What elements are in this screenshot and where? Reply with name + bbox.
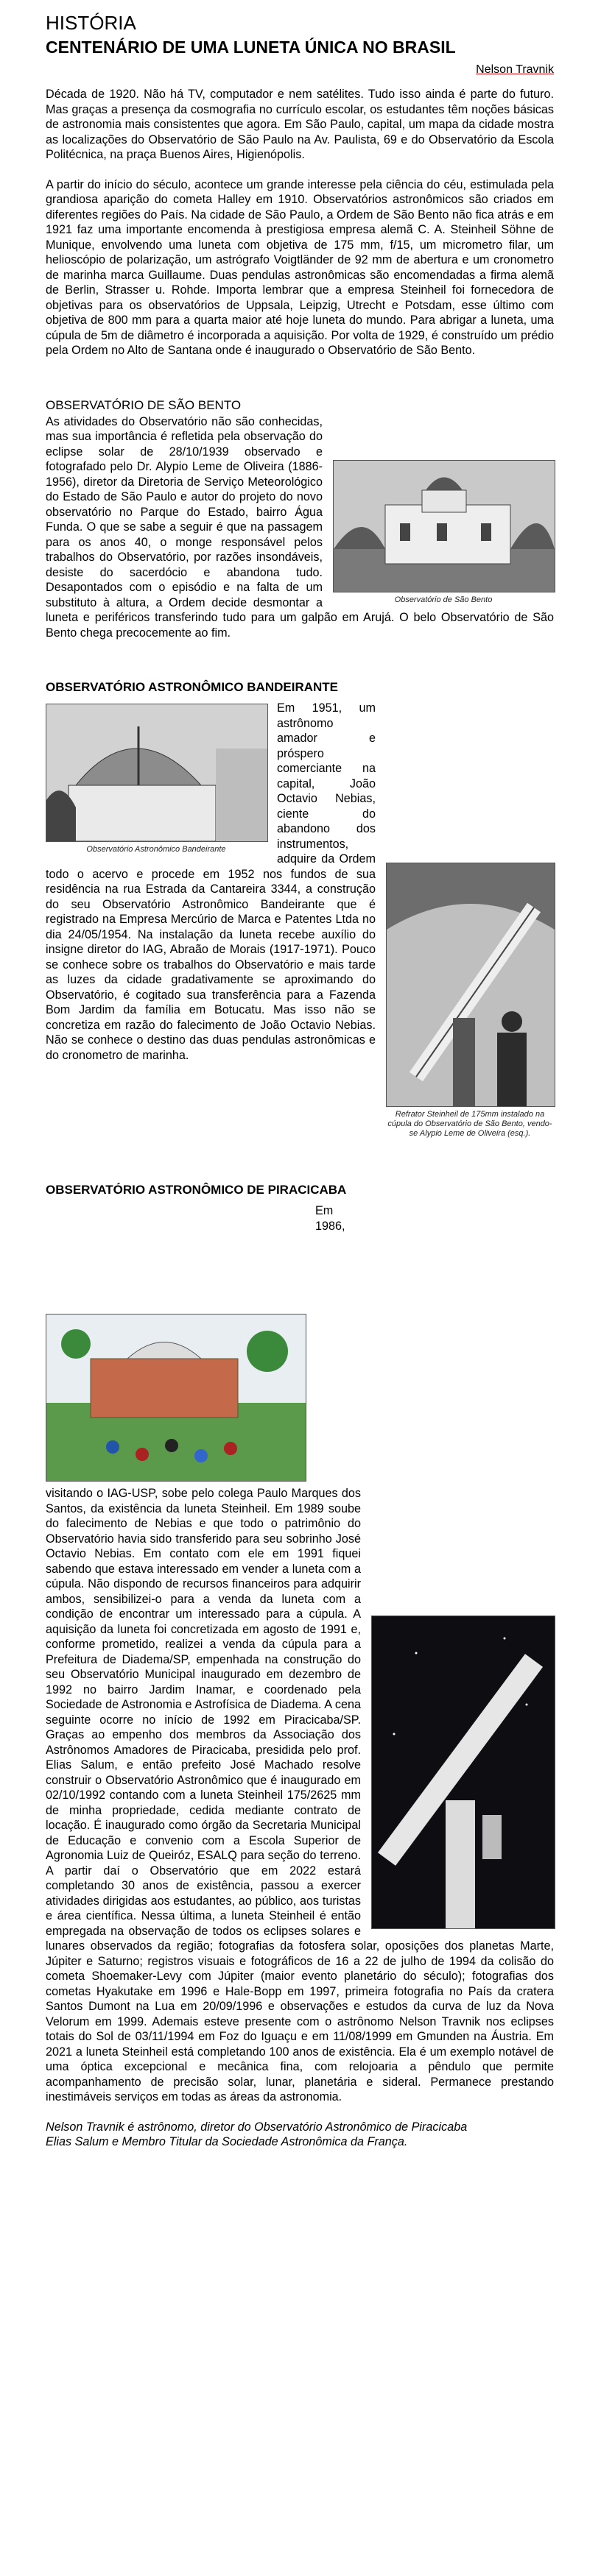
author-note-line-2: Elias Salum e Membro Titular da Sociedade Astronômica da França. <box>46 2135 408 2148</box>
section-heading-piracicaba: OBSERVATÓRIO ASTRONÔMICO DE PIRACICABA <box>46 1183 347 1197</box>
telescope-photo <box>371 1616 555 1929</box>
bandeirante-figure <box>46 704 267 854</box>
author-byline <box>46 63 554 77</box>
piracicaba-photo <box>46 1314 306 1482</box>
intro-paragraph-1: Década de 1920. Não há TV, computador e nem satélites. Tudo isso ainda é parte do futuro. Mas graças a presença da cosmografia no currículo escolar, os estudantes têm noções básicas de astronomia mais consistentes que agora. Em São Paulo, capital, um mapa da cidade mostra as localizações do Observatório de São Paulo na Av. Paulista, 69 e do Observatório da Escola Politécnica, na praça Buenos Aires, Higienópolis. <box>46 88 554 161</box>
bandeirante-caption: Observatório Astronômico Bandeirante <box>86 845 226 854</box>
intro-paragraph-2: A partir do início do século, acontece um grande interesse pela ciência do céu, estimulada pela grandiosa aparição do cometa Halley em 1910. Observatórios astronômicos são criados em diferentes regiões do País. Na cidade de São Paulo, a Ordem de São Bento não fica atrás e em 1921 faz uma importante encomenda à prestigiosa empresa alemã C. A. Steinheil Söhne de Munique, envolvendo uma luneta com objetiva de 175 mm, f/15, um micrometro filar, um helioscópio de polarização, um astrógrafo Voigtländer de 92 mm de abertura e um cronometro de marinha marca Guillaume. Duas pendulas astronômicas são encomendadas a firma alemã de Berlin, Strasser u. Rohde. Importa lembrar que a empresa Steinheil foi fornecedora de objetivas para os observatórios de Uppsala, Leipzig, Utrecht e Potsdam, esse último com objetiva de 800 mm para a quarta maior até hoje luneta do mundo. Para abrigar a luneta, uma cúpula de 5m de diâmetro é incorporada a aquisição. Por volta de 1929, é construído um prédio pela Ordem no Alto de Santana onde é inaugurado o Observatório de São Bento. <box>46 177 554 357</box>
section-heading-sao-bento: OBSERVATÓRIO DE SÃO BENTO <box>46 397 242 412</box>
bandeirante-photo <box>46 704 268 842</box>
author-note <box>46 2120 554 2150</box>
sao-bento-paragraph: As atividades do Observatório não são conhecidas, mas sua importância é refletida pela observação do eclipse solar de 28/10/1939 observado e fotografado pelo Dr. Alypio Leme de Oliveira (1886-1956), diretor da Diretoria de Serviço Meteorológico do Estado de São Paulo e autor do projeto do novo observatório no Parque do Estado, bairro Água Funda. O que se sabe a seguir é que na passagem para os anos 40, o monge responsável pelos trabalhos do Observatório, por razões insondáveis, desiste do sacerdócio e abandona tudo. Desapontados com o episódio e na falta de um substituto à altura, a Ordem decide desmontar a luneta e periféricos transferindo tudo para um galpão em Arujá. O belo Observatório de São Bento chega precocemente ao fim. <box>46 414 554 640</box>
author-name: Nelson Travnik <box>476 63 554 76</box>
refrator-photo <box>386 863 555 1107</box>
article <box>46 12 554 2150</box>
sao-bento-caption: Observatório de São Bento <box>394 595 493 604</box>
sao-bento-photo <box>333 460 555 592</box>
piracicaba-figure <box>46 1314 305 1482</box>
telescope-figure <box>371 1616 554 1929</box>
section-kicker: HISTÓRIA <box>46 12 136 34</box>
refrator-caption: Refrator Steinheil de 175mm instalado na cúpula do Observatório de São Bento, vendo-se Alypio Leme de Oliveira (esq.). <box>387 1110 552 1138</box>
author-note-line-1: Nelson Travnik é astrônomo, diretor do Observatório Astronômico de Piracicaba <box>46 2120 468 2134</box>
bandeirante-paragraph: Em 1951, um astrônomo amador e próspero comerciante na capital, João Octavio Nebias, ciente do abandono dos instrumentos, adquire da Ordem todo o acervo e procede em 1952 nos fundos de sua residência na rua Estrada da Cantareira 3344, a construção do seu Observatório Astronômico Bandeirante que é registrado na Empresa Mercúrio de Marca e Patentes Ltda no dia 24/05/1954. Na instalação da luneta recebe auxílio do insigne diretor do IAG, Abraão de Morais (1917-1971). Pouco se conhece sobre os trabalhos do Observatório e mais tarde as luzes da cidade gradativamente se aproximando do Observatório, é cogitado sua transferência para a Fazenda Bom Jardim da família em Botucatu. Mas isso não se concretiza em razão do falecimento de João Octavio Nebias. Não se conhece o destino das duas pendulas astronômicas e do cronometro de marinha. <box>46 701 376 1062</box>
section-heading-bandeirante: OBSERVATÓRIO ASTRONÔMICO BANDEIRANTE <box>46 680 338 694</box>
piracicaba-paragraph: Em 1986, visitando o IAG-USP, sobe pelo colega Paulo Marques dos Santos, da existência da luneta Steinheil. Em 1989 soube do falecimento de Nebias e que todo o patrimônio do Observatório havia sido transferido para seu sobrinho José Octavio Nebias. Em contato com ele em 1991 fiquei sabendo que estava interessado em vender a luneta com a cúpula. Não dispondo de recursos financeiros para adquirir ambos, sensibilizei-o para a venda da luneta com a condição de encontrar um interessado para a cúpula. A aquisição da luneta foi concretizada em agosto de 1991 e, conforme prometido, realizei a venda da cúpula para a Prefeitura de Diadema/SP, empenhada na construção do seu Observatório Municipal inaugurado em dezembro de 1992 no bairro Jardim Inamar, e coordenado pela Sociedade de Astronomia e Astrofísica de Diadema. A cena seguinte ocorre no início de 1992 em Piracicaba/SP. Graças ao empenho dos membros da Associação dos Astrônomos Amadores de Piracicaba, presidida pelo prof. Elias Salum, e então prefeito José Machado resolve construir o Observatório Astronômico que é inaugurado em 02/10/1992 contando com a luneta Steinheil 175/2625 mm de minha propriedade, cedida mediante contrato de locação. É inaugurado como órgão da Secretaria Municipal de Educação e convenio com a Escola Superior de Agronomia Luiz de Queiróz, ESALQ para seção do terreno. A partir daí o Observatório que em 2022 estará completando 30 anos de existência, passou a exercer atividades dirigidas aos estudantes, ao público, aos turistas e área científica. Nessa última, a luneta Steinheil é então empregada na observação de todos os eclipses solares e lunares observados da região; fotografias da fotosfera solar, oposições dos planetas Marte, Júpiter e Saturno; registros visuais e fotográficos de 16 a 22 de julho de 1994 da colisão do cometa Shoemaker-Levy com Júpiter (maior evento planetário do século); fotografias dos cometas Hyakutake em 1996 e Hale-Bopp em 1997, primeira fotografia no País da cratera Santos Dumont na Lua em 20/09/1996 e observações e estudos da curva de luz da Nova Velorum em 1999. Ademais esteve presente com o astrônomo Nelson Travnik nos eclipses totais do Sol de 03/11/1994 em Foz do Iguaçu e em 11/08/1999 em Gmunden na Áustria. Em 2021 a luneta Steinheil está completando 100 anos de existência. Ela é um exemplo notável de uma óptica excepcional e mecânica fina, com relojoaria a pêndulo que permite acompanhamento de precisão solar, lunar, planetária e sideral. Permanece prestando inestimáveis serviços em todas as áreas da astronomia. <box>46 1204 554 2103</box>
article-title: CENTENÁRIO DE UMA LUNETA ÚNICA NO BRASIL <box>46 38 456 57</box>
refrator-figure <box>386 863 554 1139</box>
sao-bento-figure <box>333 460 554 605</box>
